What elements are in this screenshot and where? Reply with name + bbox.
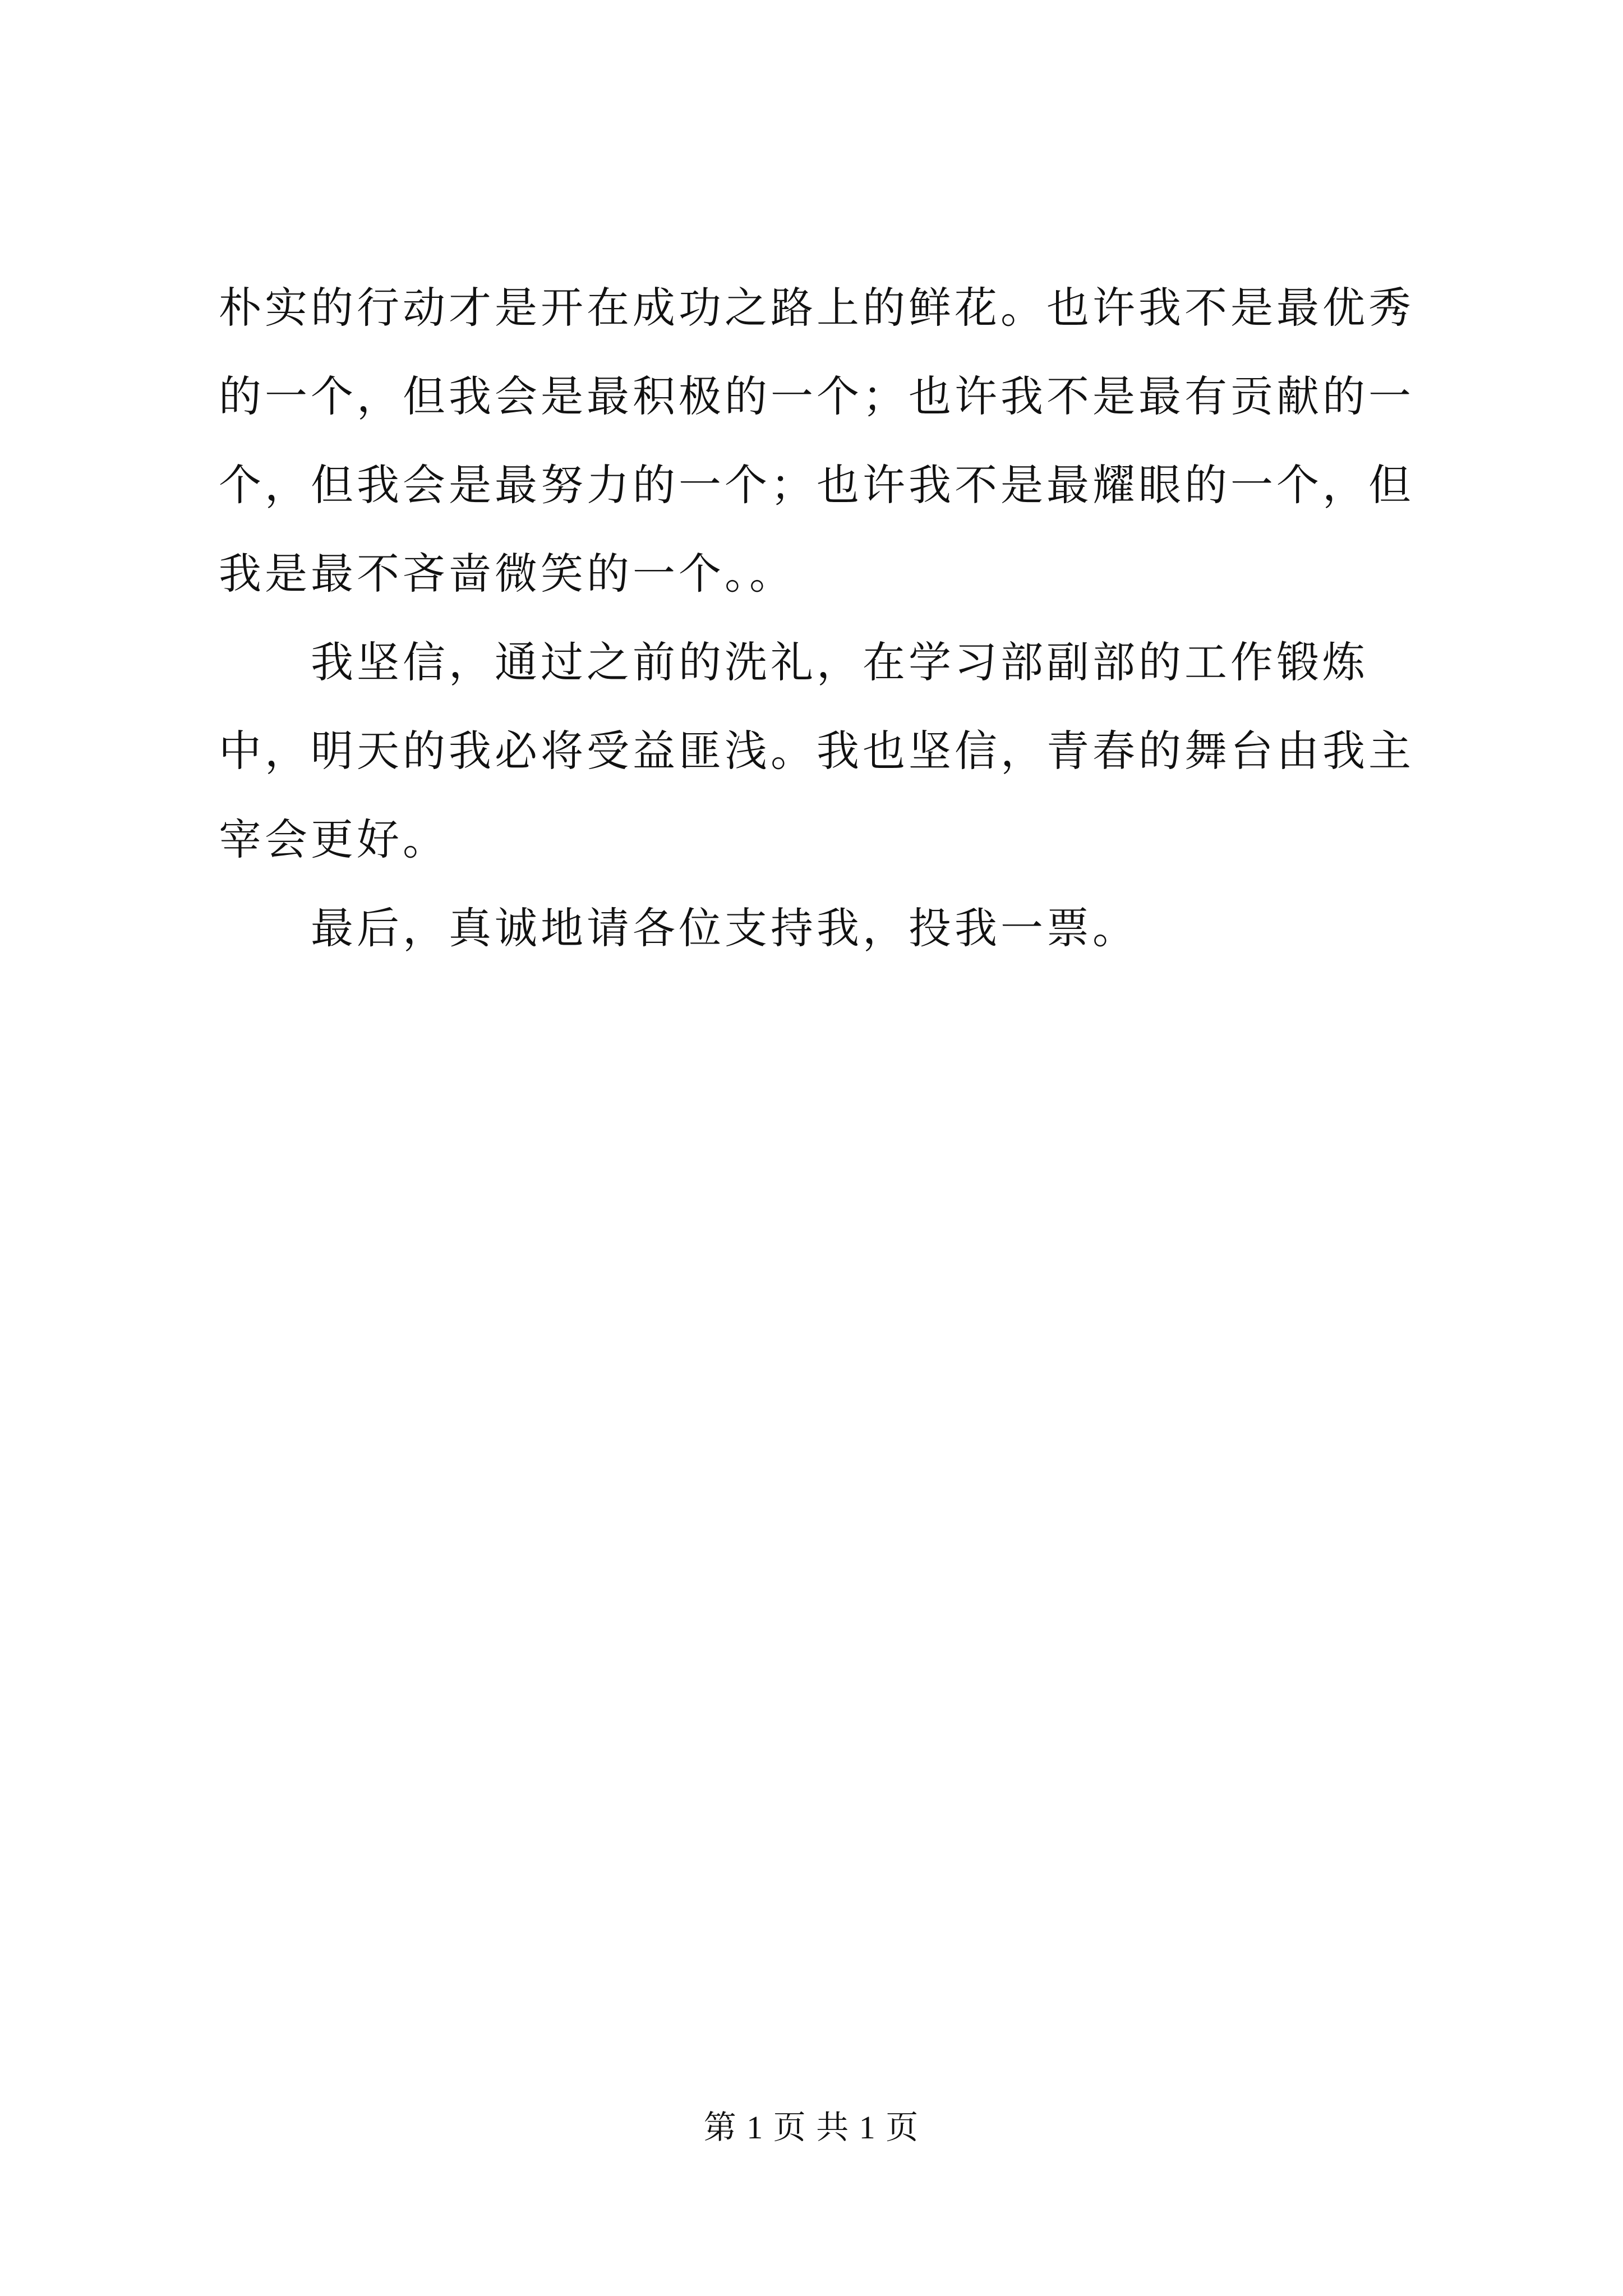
paragraph-closing: 最后，真诚地请各位支持我，投我一票。 xyxy=(311,903,1138,953)
paragraph-belief: 我坚信，通过之前的洗礼，在学习部副部的工作锻炼中，明天的我必将受益匪浅。我也坚信，青春的舞台由我主宰会更好。 xyxy=(219,637,1414,864)
document-body xyxy=(219,264,1424,973)
paragraph-continuation: 朴实的行动才是开在成功之路上的鲜花。也许我不是最优秀的一个，但我会是最积极的一个；也许我不是最有贡献的一个，但我会是最努力的一个；也许我不是最耀眼的一个，但我是最不吝啬微笑的一个。。 xyxy=(219,283,1414,599)
page-footer: 第 1 页 共 1 页 xyxy=(703,2109,920,2146)
